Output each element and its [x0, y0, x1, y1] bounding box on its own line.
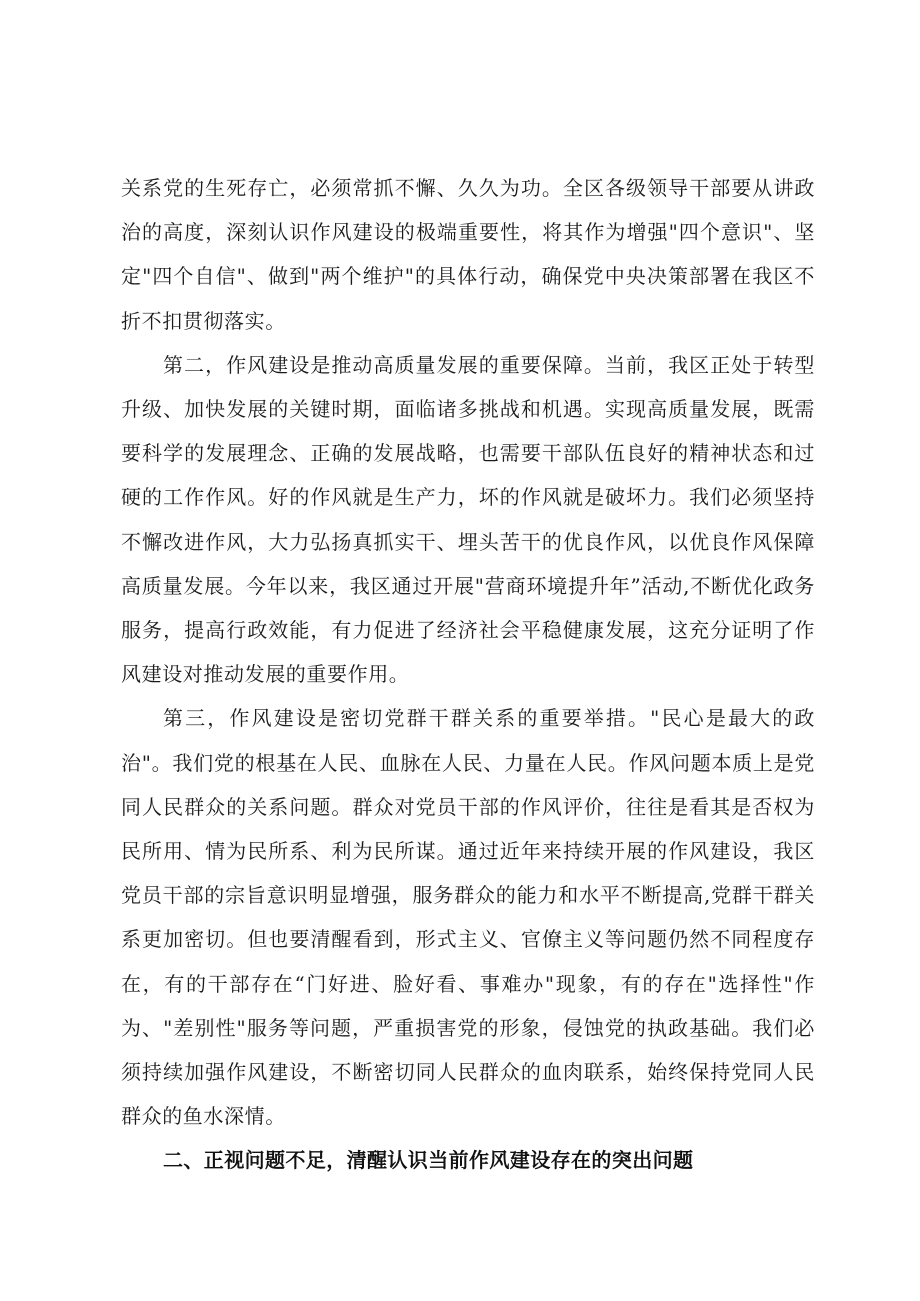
- paragraph-second-point: 第二，作风建设是推动高质量发展的重要保障。当前，我区正处于转型升级、加快发展的关键时期，面临诸多挑战和机遇。实现高质量发展，既需要科学的发展理念、正确的发展战略，也需要干部队伍良好的精神状态和过硬的工作作风。好的作风就是生产力，坏的作风就是破坏力。我们必须坚持不懈改进作风，大力弘扬真抓实干、埋头苦干的优良作风，以优良作风保障高质量发展。今年以来，我区通过开展"营商环境提升年”活动,不断优化政务服务，提高行政效能，有力促进了经济社会平稳健康发展，这充分证明了作风建设对推动发展的重要作用。: [121, 352, 815, 687]
- paragraph-continuation: 关系党的生死存亡，必须常抓不懈、久久为功。全区各级领导干部要从讲政治的高度，深刻认识作风建设的极端重要性，将其作为增强"四个意识"、坚定"四个自信"、做到"两个维护"的具体行动，确保党中央决策部署在我区不折不扣贯彻落实。: [121, 176, 815, 333]
- paragraph-third-point: 第三，作风建设是密切党群干群关系的重要举措。"民心是最大的政治"。我们党的根基在人民、血脉在人民、力量在人民。作风问题本质上是党同人民群众的关系问题。群众对党员干部的作风评价，往往是看其是否权为民所用、情为民所系、利为民所谋。通过近年来持续开展的作风建设，我区党员干部的宗旨意识明显增强，服务群众的能力和水平不断提高,党群干群关系更加密切。但也要清醒看到，形式主义、官僚主义等问题仍然不同程度存在，有的干部存在“门好进、脸好看、事难办"现象，有的存在"选择性"作为、"差别性"服务等问题，严重损害党的形象，侵蚀党的执政基础。我们必须持续加强作风建设，不断密切同人民群众的血肉联系，始终保持党同人民群众的鱼水深情。: [121, 706, 815, 1129]
- section-heading: 二、正视问题不足，清醒认识当前作风建设存在的突出问题: [163, 1148, 694, 1173]
- document-body: [121, 166, 815, 1182]
